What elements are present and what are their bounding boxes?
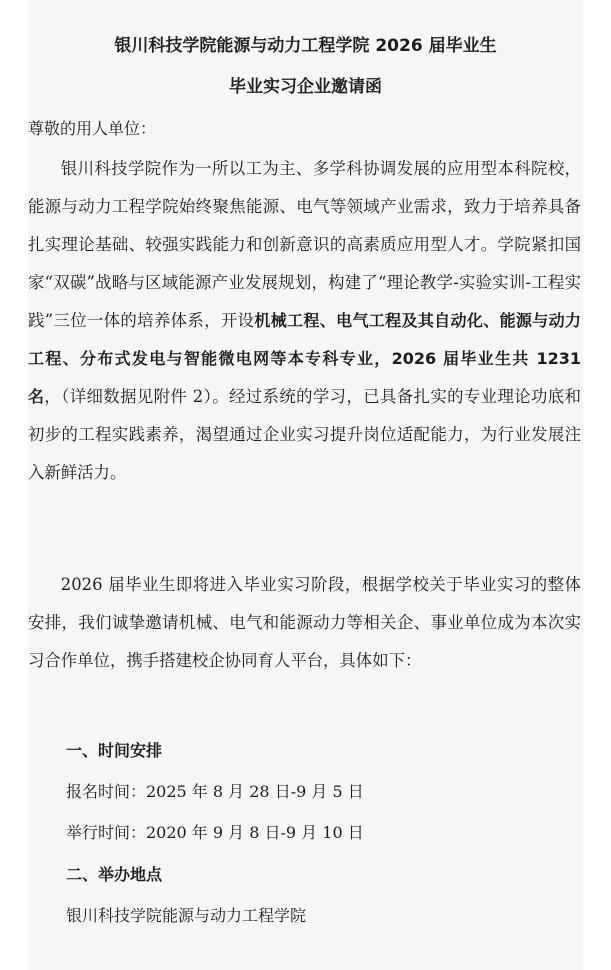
invitation-paragraph: 2026 届毕业生即将进入毕业实习阶段，根据学校关于毕业实习的整体安排，我们诚挚邀请机械、电气和能源动力等相关企、事业单位成为本次实习合作单位，携手搭建校企协同育人平台，具体如下： xyxy=(28,575,581,670)
invitation-letter-page xyxy=(28,0,583,970)
intro-paragraph xyxy=(28,150,581,492)
section-heading-schedule: 一、时间安排 xyxy=(66,741,163,760)
majors-and-graduate-count: 机械工程、电气工程及其自动化、能源与动力工程、分布式发电与智能微电网等本专科专业，2026 届毕业生共 1231 名 xyxy=(28,311,581,406)
document-title-line-2: 毕业实习企业邀请函 xyxy=(229,77,382,97)
event-time: 举行时间：2020 年 9 月 8 日-9 月 10 日 xyxy=(66,823,364,842)
section-heading-location: 二、举办地点 xyxy=(66,865,163,884)
document-title-line-1: 银川科技学院能源与动力工程学院 2026 届毕业生 xyxy=(114,36,497,56)
event-location: 银川科技学院能源与动力工程学院 xyxy=(66,906,307,925)
intro-text-part-2: ，（详细数据见附件 2）。经过系统的学习，已具备扎实的专业理论功底和初步的工程实践素养，渴望通过企业实习提升岗位适配能力，为行业发展注入新鲜活力。 xyxy=(28,387,581,482)
registration-time: 报名时间：2025 年 8 月 28 日-9 月 5 日 xyxy=(66,782,364,801)
salutation: 尊敬的用人单位： xyxy=(28,119,157,138)
intro-text-part-1: 银川科技学院作为一所以工为主、多学科协调发展的应用型本科院校，能源与动力工程学院始终聚焦能源、电气等领域产业需求，致力于培养具备扎实理论基础、较强实践能力和创新意识的高素质应用型人才。学院紧扣国家“双碳”战略与区域能源产业发展规划，构建了“理论教学-实验实训-工程实践”三位一体的培养体系，开设 xyxy=(28,159,581,330)
